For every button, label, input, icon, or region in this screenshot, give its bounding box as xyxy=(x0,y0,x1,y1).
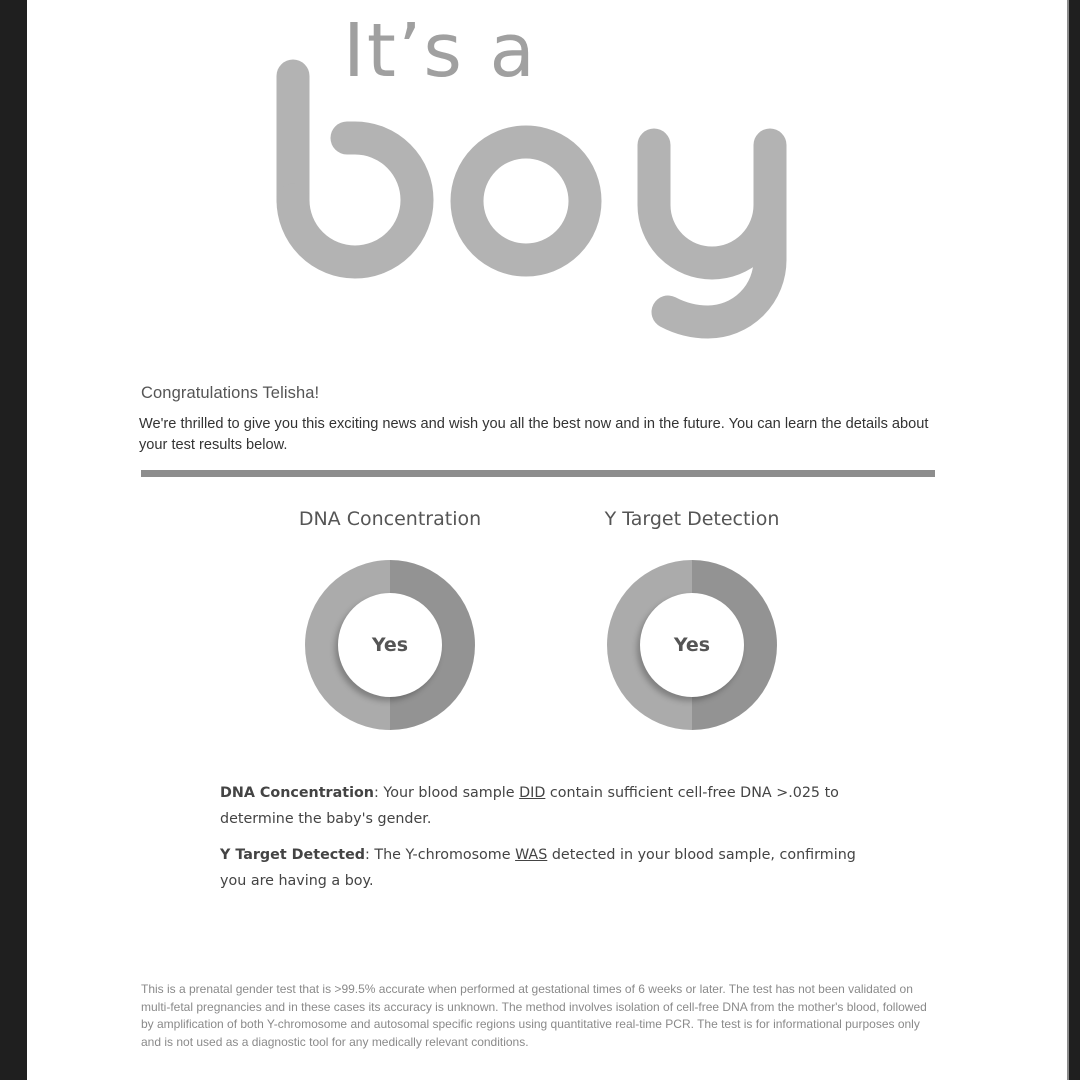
detail-label: Y Target Detected xyxy=(220,847,366,863)
greeting-text: Congratulations Telisha! xyxy=(141,384,320,402)
detail-label: DNA Concentration xyxy=(220,785,374,801)
chart-title: Y Target Detection xyxy=(604,508,780,530)
donut-chart xyxy=(305,560,475,730)
section-divider xyxy=(141,470,935,477)
y-target-detail: Y Target Detected: The Y-chromosome WAS detected in your blood sample, confirming you are having a boy. xyxy=(220,847,856,889)
emphasis: DID xyxy=(519,785,546,801)
emphasis: WAS xyxy=(515,847,548,863)
dna-concentration-detail: DNA Concentration: Your blood sample DID contain sufficient cell-free DNA >.025 to determine the baby's gender. xyxy=(220,785,839,827)
hero-subtitle: It’s a xyxy=(343,8,537,94)
chart-title: DNA Concentration xyxy=(298,508,482,530)
result-page xyxy=(27,0,1067,1080)
hero-banner xyxy=(27,0,1067,370)
donut-label: Yes xyxy=(673,634,711,656)
disclaimer-text: This is a prenatal gender test that is >99.5% accurate when performed at gestational times of 6 weeks or later. The test has not been validated on multi-fetal pregnancies and in these cases its accuracy is unknown. The method involves isolation of cell-free DNA from the mother's blood, followed by amplification of both Y-chromosome and autosomal specific regions using quantitative real-time PCR. The test is for informational purposes only and is not used as a diagnostic tool for any medically relevant conditions. xyxy=(141,982,927,1050)
page-edge xyxy=(1067,0,1069,1080)
donut-label: Yes xyxy=(371,634,409,656)
donut-center xyxy=(640,593,744,697)
chart-y-target-detection xyxy=(562,508,822,730)
result-details xyxy=(220,781,860,905)
donut-chart xyxy=(607,560,777,730)
donut-center xyxy=(338,593,442,697)
intro-paragraph: We're thrilled to give you this exciting news and wish you all the best now and in the future. You can learn the details about your test results below. xyxy=(139,416,929,453)
boy-wordmark xyxy=(27,0,1067,370)
chart-dna-concentration xyxy=(260,508,520,730)
